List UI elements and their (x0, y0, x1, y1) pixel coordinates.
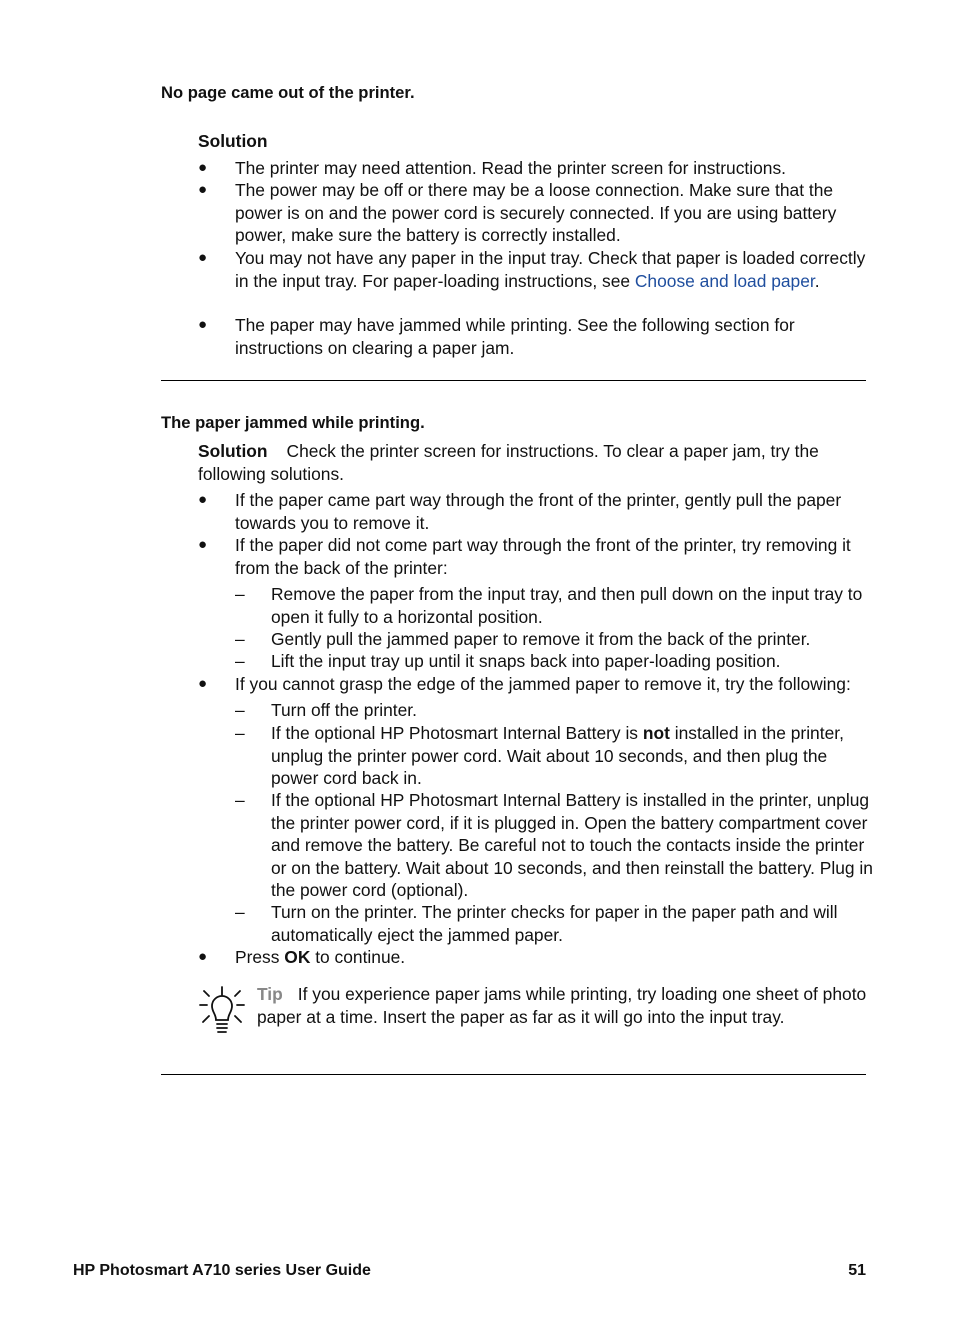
dash-mark: – (235, 723, 245, 743)
solution-label: Solution (198, 131, 268, 151)
dash-mark: – (235, 700, 245, 720)
bullet-mark: ● (198, 159, 208, 176)
footer-title: HP Photosmart A710 series User Guide (73, 1262, 371, 1279)
dash-mark: – (235, 902, 245, 922)
solution-label: Solution (198, 441, 268, 461)
dash-mark: – (235, 651, 245, 671)
bullet-mark: ● (198, 675, 208, 692)
bullet-mark: ● (198, 491, 208, 508)
sub-list-item: If the optional HP Photosmart Internal Battery is installed in the printer, unplug the printer power cord, if it is plugged in. Open the battery compartment cover and remove the battery. Be careful not to touch the contacts inside the printer or on the battery. Wait about 10 seconds, and then reinstall the battery. Plug in the power cord (optional). (271, 790, 873, 901)
section-heading-no-page: No page came out of the printer. (161, 83, 415, 102)
solution-text: Check the printer screen for instructions. To clear a paper jam, try the following solutions. (198, 441, 819, 484)
list-item (235, 247, 875, 292)
bullet-mark: ● (198, 316, 208, 333)
choose-and-load-paper-link[interactable]: Choose and load paper (634, 270, 815, 291)
page-number: 51 (848, 1262, 866, 1279)
list-item: The printer may need attention. Read the printer screen for instructions. (235, 158, 786, 178)
list-item-text: You may not have any paper in the input tray. Check that paper is loaded correctly in the input tray. For paper-loading instructions, see (235, 248, 866, 291)
bullet-mark: ● (198, 536, 208, 553)
section-divider (161, 1074, 866, 1075)
bullet-mark: ● (198, 249, 208, 266)
tip-label: Tip (257, 984, 283, 1004)
list-item: The paper may have jammed while printing. See the following section for instructions on clearing a paper jam. (235, 315, 795, 358)
emphasis-not: not (642, 723, 670, 743)
sub-list-item-text: installed in the printer, unplug the printer power cord. Wait about 10 seconds, and then plug the power cord back in. (271, 723, 844, 789)
list-item: If you cannot grasp the edge of the jammed paper to remove it, try the following: (235, 674, 851, 694)
dash-mark: – (235, 629, 245, 649)
solution-paragraph (198, 440, 866, 485)
list-item: If the paper came part way through the front of the printer, gently pull the paper towards you to remove it. (235, 490, 842, 533)
dash-mark: – (235, 584, 245, 604)
sub-list-item-text: If the optional HP Photosmart Internal Battery is (271, 723, 643, 743)
section-heading-paper-jammed: The paper jammed while printing. (161, 413, 425, 432)
list-item: The power may be off or there may be a loose connection. Make sure that the power is on and the power cord is securely connected. If you are using battery power, make sure the battery is correctly installed. (235, 180, 837, 246)
sub-list-item: Turn off the printer. (271, 700, 417, 720)
list-item-text: to continue. (310, 947, 406, 967)
tip-paragraph (257, 983, 875, 1028)
section-divider (161, 380, 866, 381)
bullet-mark: ● (198, 181, 208, 198)
dash-mark: – (235, 790, 245, 810)
list-item (235, 946, 875, 969)
bullet-mark: ● (198, 948, 208, 965)
list-item-text: Press (235, 947, 285, 967)
sub-list-item: Gently pull the jammed paper to remove it from the back of the printer. (271, 629, 811, 649)
sub-list-item: Turn on the printer. The printer checks for paper in the paper path and will automatically eject the jammed paper. (271, 902, 838, 945)
list-item: If the paper did not come part way through the front of the printer, try removing it from the back of the printer: (235, 535, 851, 578)
sub-list-item: Remove the paper from the input tray, and then pull down on the input tray to open it fully to a horizontal position. (271, 584, 863, 627)
tip-text: If you experience paper jams while printing, try loading one sheet of photo paper at a time. Insert the paper as far as it will go into the input tray. (257, 984, 867, 1027)
list-item-text: . (814, 270, 820, 291)
sub-list-item (271, 722, 875, 790)
sub-list-item: Lift the input tray up until it snaps back into paper-loading position. (271, 651, 781, 671)
lightbulb-icon (199, 984, 245, 1036)
ok-key-label: OK (284, 947, 311, 967)
